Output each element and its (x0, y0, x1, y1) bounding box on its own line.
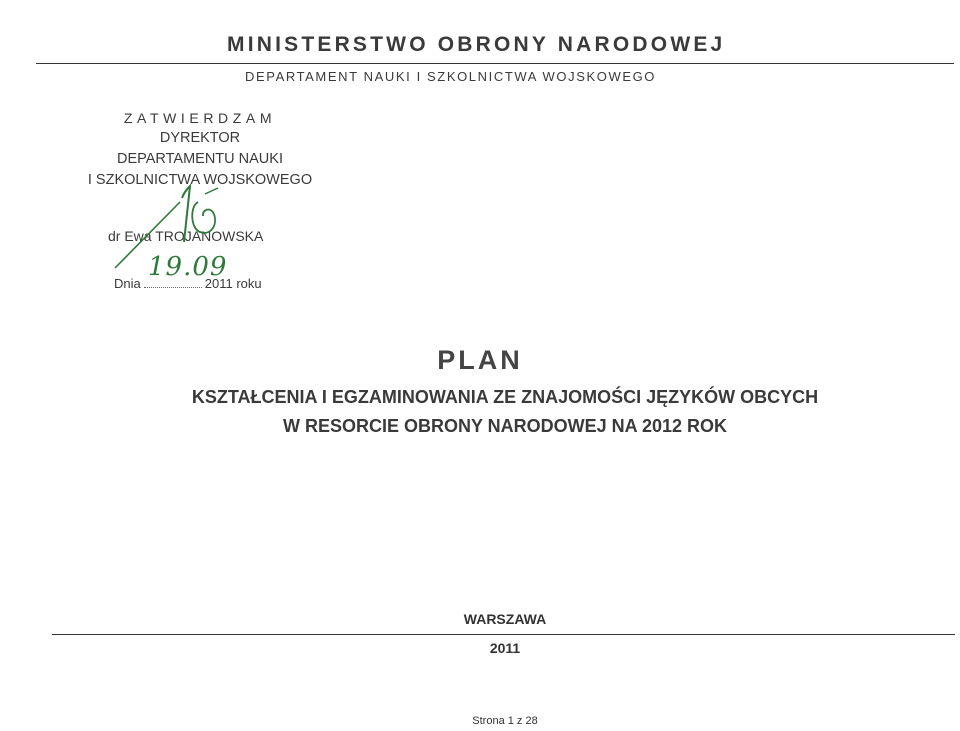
approval-line-2: DEPARTAMENTU NAUKI (117, 151, 283, 167)
signer-name: dr Ewa TROJANOWSKA (108, 228, 264, 244)
document-title: PLAN (437, 345, 523, 375)
ministry-name: MINISTERSTWO OBRONY NARODOWEJ (227, 33, 726, 56)
footer-rule (52, 634, 955, 635)
header-rule (36, 63, 954, 64)
department-name: DEPARTAMENT NAUKI I SZKOLNICTWA WOJSKOWEGO (245, 69, 657, 84)
date-dotted-field (144, 277, 202, 288)
document-subtitle-line-2: W RESORCIE OBRONY NARODOWEJ NA 2012 ROK (282, 416, 728, 436)
date-line (114, 276, 262, 291)
date-suffix: 2011 roku (204, 276, 262, 291)
footer-city: WARSZAWA (463, 611, 547, 627)
page-number: Strona 1 z 28 (472, 715, 538, 727)
approval-block (60, 108, 340, 191)
approval-heading: ZATWIERDZAM (123, 110, 277, 126)
approval-line-3: I SZKOLNICTWA WOJSKOWEGO (87, 172, 313, 188)
footer-year: 2011 (489, 640, 521, 656)
handwritten-date: 19.09 (148, 252, 228, 282)
approval-line-1: DYREKTOR (159, 130, 241, 146)
document-subtitle-line-1: KSZTAŁCENIA I EGZAMINOWANIA ZE ZNAJOMOŚCI JĘZYKÓW OBCYCH (191, 387, 819, 407)
date-prefix: Dnia (114, 276, 141, 291)
